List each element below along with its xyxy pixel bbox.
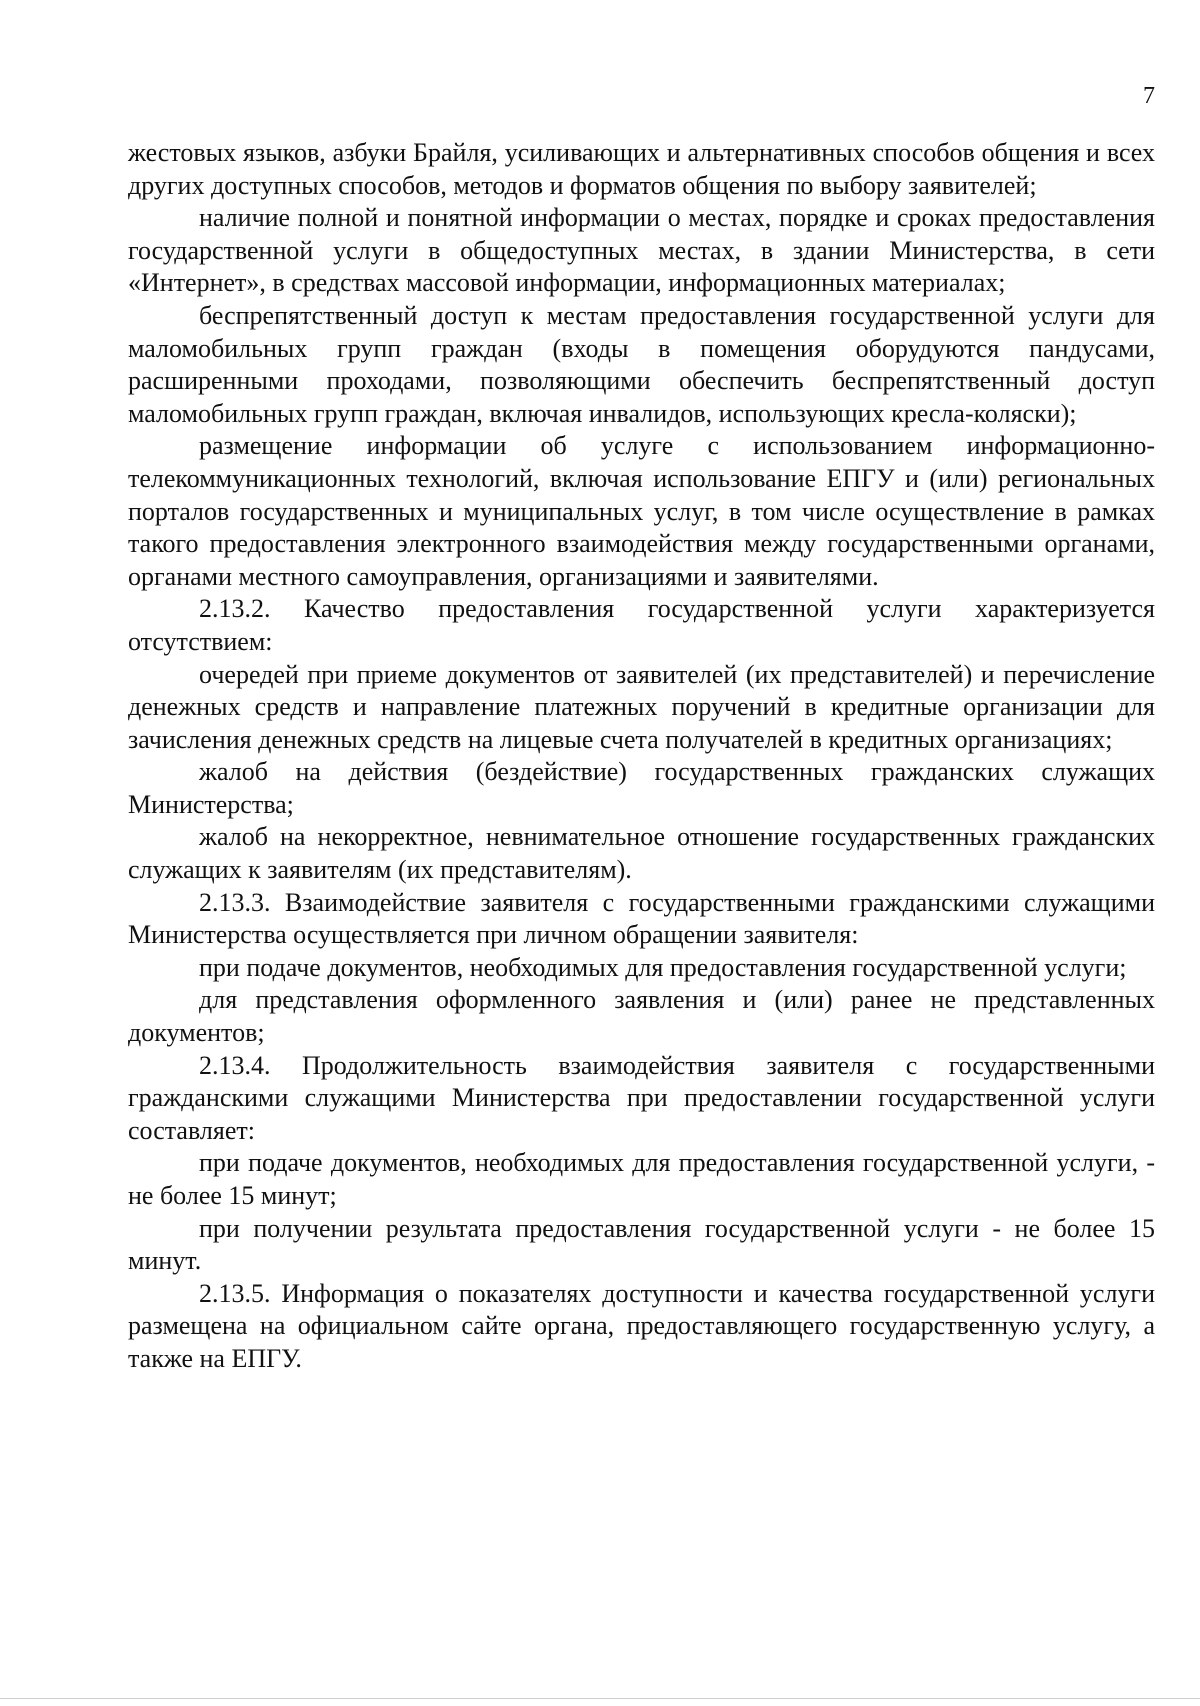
paragraph-submission-duration: при подаче документов, необходимых для предоставления государственной услуги, - не более 15 минут;	[128, 1148, 1155, 1210]
paragraph-sign-languages-continuation: жестовых языков, азбуки Брайля, усиливающих и альтернативных способов общения и всех других доступных способов, методов и форматов общения по выбору заявителей;	[128, 138, 1155, 200]
paragraph-no-complaints-actions: жалоб на действия (бездействие) государственных гражданских служащих Министерства;	[128, 757, 1155, 819]
paragraph-information-availability: наличие полной и понятной информации о местах, порядке и сроках предоставления государственной услуги в общедоступных местах, в здании Министерства, в сети «Интернет», в средствах массовой информации, информационных материалах;	[128, 203, 1155, 298]
document-body	[128, 137, 1155, 1376]
scan-bottom-edge	[0, 1698, 1200, 1699]
page-number: 7	[1143, 83, 1155, 109]
paragraph-document-submission: при подаче документов, необходимых для предоставления государственной услуги;	[199, 952, 1127, 982]
paragraph-2-13-3-interaction: 2.13.3. Взаимодействие заявителя с государственными гражданскими служащими Министерства осуществляется при личном обращении заявителя:	[128, 887, 1155, 950]
paragraph-no-complaints-attitude: жалоб на некорректное, невнимательное отношение государственных гражданских служащих к заявителям (их представителям).	[128, 822, 1155, 885]
paragraph-2-13-5-indicators: 2.13.5. Информация о показателях доступности и качества государственной услуги размещена на официальном сайте органа, предоставляющего государственную услугу, а также на ЕПГУ.	[128, 1278, 1155, 1373]
paragraph-no-queues: очередей при приеме документов от заявителей (их представителей) и перечисление денежных средств и направление платежных поручений в кредитные организации для зачисления денежных средств на лицевые счета получателей в кредитных организациях;	[128, 659, 1155, 754]
paragraph-application-submission: для представления оформленного заявления и (или) ранее не представленных документов;	[128, 985, 1155, 1048]
paragraph-barrier-free-access: беспрепятственный доступ к местам предоставления государственной услуги для маломобильных групп граждан (входы в помещения оборудуются пандусами, расширенными проходами, позволяющими обеспечить беспрепятственный доступ маломобильных групп граждан, включая инвалидов, использующих кресла-коляски);	[128, 300, 1155, 428]
paragraph-2-13-4-duration: 2.13.4. Продолжительность взаимодействия заявителя с государственными гражданскими служащими Министерства при предоставлении государственной услуги составляет:	[128, 1050, 1155, 1145]
paragraph-2-13-2-quality: 2.13.2. Качество предоставления государственной услуги характеризуется отсутствием:	[128, 594, 1155, 656]
paragraph-result-duration: при получении результата предоставления государственной услуги - не более 15 минут.	[128, 1213, 1155, 1276]
paragraph-ict-information: размещение информации об услуге с использованием информационно-телекоммуникационных технологий, включая использование ЕПГУ и (или) региональных порталов государственных и муниципальных услуг, в том числе осуществление в рамках такого предоставления электронного взаимодействия между государственными органами, органами местного самоуправления, организациями и заявителями.	[128, 431, 1155, 591]
